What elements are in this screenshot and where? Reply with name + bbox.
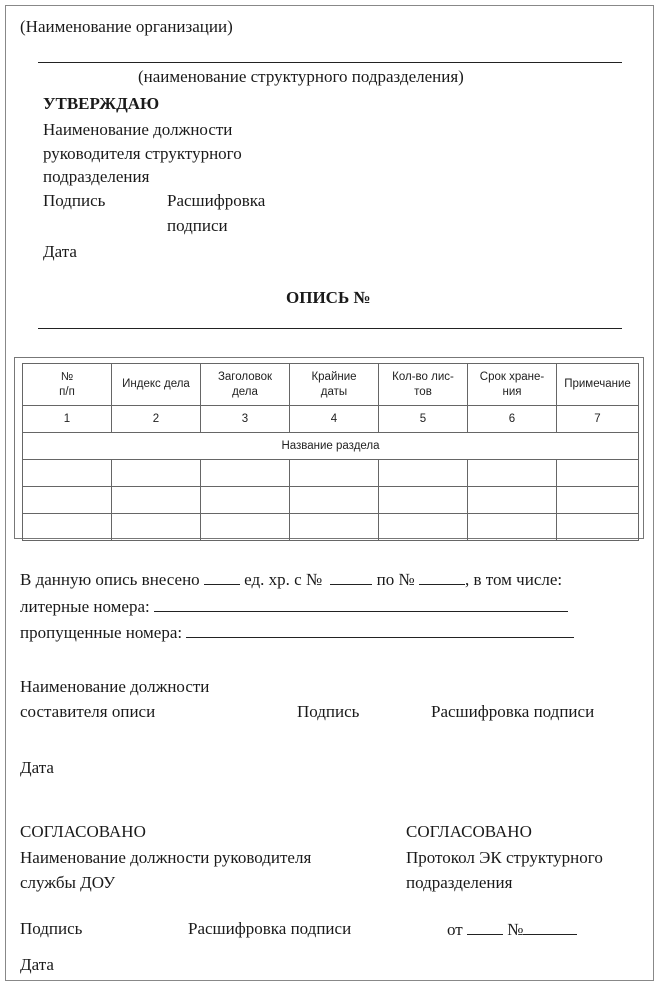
table-cell — [557, 487, 639, 514]
approve-decode-line1: Расшифровка — [167, 191, 266, 210]
skipped-numbers-blank — [186, 620, 574, 638]
footer-protocol-line: от № — [447, 917, 577, 942]
header-sheets: Кол-во лис- тов — [379, 364, 468, 406]
table-cell: 3 — [201, 406, 290, 433]
literal-numbers-blank — [154, 594, 568, 612]
inventory-table — [22, 363, 639, 541]
to-number-blank — [419, 567, 465, 585]
agreed-left-line2: службы ДОУ — [20, 873, 116, 892]
approve-decode-line2: подписи — [167, 216, 228, 235]
agreed-left-line1: Наименование должности руководителя — [20, 848, 312, 867]
approve-signature: Подпись — [43, 191, 106, 210]
document-title: ОПИСЬ № — [286, 288, 371, 307]
table-cell — [201, 514, 290, 541]
header-storage: Срок хране- ния — [468, 364, 557, 406]
table-cell — [23, 514, 112, 541]
table-cell — [468, 460, 557, 487]
subdivision-line — [38, 62, 622, 63]
compiler-position-line2: составителя описи — [20, 702, 156, 721]
literal-numbers-line: литерные номера: — [20, 594, 568, 619]
agreed-right-line1: Протокол ЭК структурного — [406, 848, 603, 867]
compiler-position-line1: Наименование должности — [20, 677, 210, 696]
subdivision-name: (наименование структурного подразделения) — [138, 67, 464, 86]
table-cell — [112, 514, 201, 541]
table-cell — [23, 460, 112, 487]
table-cell — [379, 487, 468, 514]
table-cell — [557, 460, 639, 487]
table-cell: 5 — [379, 406, 468, 433]
table-cell — [112, 487, 201, 514]
section-name-cell: Название раздела — [23, 433, 639, 460]
table-cell — [379, 514, 468, 541]
protocol-number-blank — [523, 917, 577, 935]
table-cell: 1 — [23, 406, 112, 433]
compiler-date: Дата — [20, 758, 54, 777]
table-cell — [23, 487, 112, 514]
approve-position-line1: Наименование должности — [43, 120, 233, 139]
table-cell: 4 — [290, 406, 379, 433]
header-index: Индекс дела — [112, 364, 201, 406]
agreed-right-title: СОГЛАСОВАНО — [406, 822, 532, 841]
table-cell: 2 — [112, 406, 201, 433]
table-row — [23, 487, 639, 514]
count-blank — [204, 567, 240, 585]
table-cell — [468, 514, 557, 541]
header-number: № п/п — [23, 364, 112, 406]
table-number-row — [23, 406, 639, 433]
approve-date: Дата — [43, 242, 77, 261]
organization-name: (Наименование организации) — [20, 17, 233, 36]
inventory-table-frame — [14, 357, 644, 539]
skipped-numbers-line: пропущенные номера: — [20, 620, 574, 645]
table-cell — [201, 487, 290, 514]
header-title: Заголовок дела — [201, 364, 290, 406]
agreed-right-line2: подразделения — [406, 873, 513, 892]
table-cell — [290, 487, 379, 514]
footer-decode: Расшифровка подписи — [188, 919, 352, 938]
table-cell: 7 — [557, 406, 639, 433]
compiler-decode: Расшифровка подписи — [431, 702, 595, 721]
table-cell — [112, 460, 201, 487]
footer-signature: Подпись — [20, 919, 83, 938]
header-note: Примечание — [557, 364, 639, 406]
footer-date: Дата — [20, 955, 54, 974]
table-cell — [201, 460, 290, 487]
summary-line1: В данную опись внесено ед. хр. с № по № , в том числе: — [20, 567, 562, 592]
title-line — [38, 328, 622, 329]
agreed-left-title: СОГЛАСОВАНО — [20, 822, 146, 841]
compiler-signature: Подпись — [297, 702, 360, 721]
table-cell — [379, 460, 468, 487]
table-row — [23, 460, 639, 487]
table-cell: 6 — [468, 406, 557, 433]
approve-position-line3: подразделения — [43, 167, 150, 186]
table-section-row — [23, 433, 639, 460]
table-cell — [468, 487, 557, 514]
table-cell — [290, 460, 379, 487]
table-cell — [290, 514, 379, 541]
approve-position-line2: руководителя структурного — [43, 144, 242, 163]
from-number-blank — [330, 567, 372, 585]
table-row — [23, 514, 639, 541]
approve-title: УТВЕРЖДАЮ — [43, 94, 160, 113]
protocol-date-blank — [467, 917, 503, 935]
table-header-row — [23, 364, 639, 406]
table-cell — [557, 514, 639, 541]
header-dates: Крайние даты — [290, 364, 379, 406]
